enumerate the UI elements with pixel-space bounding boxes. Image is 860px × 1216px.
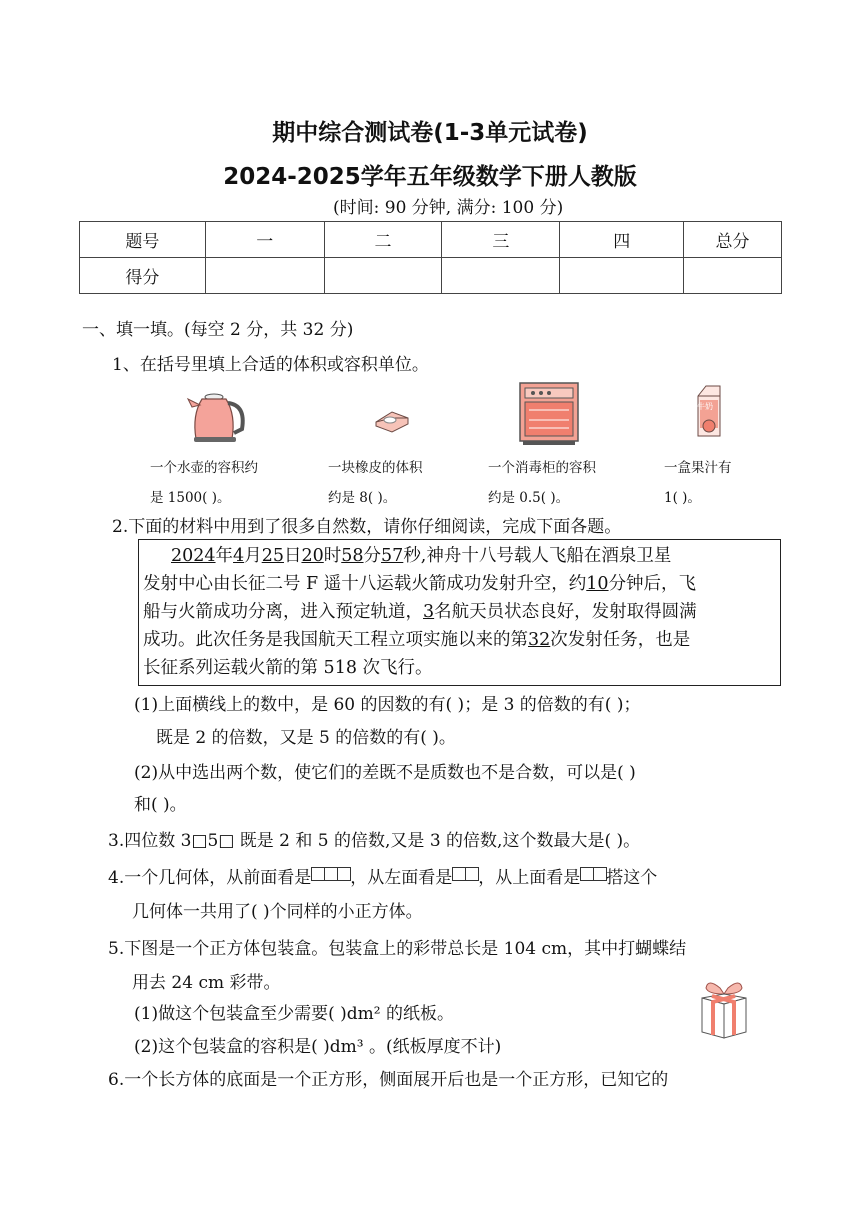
left-view-icon xyxy=(452,867,478,891)
disinfection-cabinet-icon xyxy=(517,380,581,446)
question-5-line-2: 用去 24 cm 彩带。 xyxy=(132,973,281,993)
number-underlined: 20 xyxy=(301,546,324,566)
milk-label: 牛奶 xyxy=(697,402,713,411)
question-5-line-1: 5.下图是一个正方体包装盒。包装盒上的彩带总长是 104 cm，其中打蝴蝶结 xyxy=(108,939,687,959)
number-underlined: 58 xyxy=(341,546,364,566)
score-cell: 二 xyxy=(324,222,442,258)
passage-line-3 xyxy=(143,600,697,624)
score-input-cell[interactable] xyxy=(442,258,560,294)
passage-text: 次发射任务，也是 xyxy=(550,630,691,650)
question-1: 1、在括号里填上合适的体积或容积单位。 xyxy=(112,355,429,375)
question-6: 6.一个长方体的底面是一个正方形，侧面展开后也是一个正方形，已知它的 xyxy=(108,1070,669,1090)
question-4-line-2: 几何体一共用了( )个同样的小正方体。 xyxy=(132,902,423,922)
caption-juice-1: 一盒果汁有 xyxy=(664,460,732,476)
caption-kettle-1: 一个水壶的容积约 xyxy=(150,460,258,476)
kettle-icon xyxy=(186,385,252,445)
score-table-header-row xyxy=(80,222,782,258)
passage-text: 秒,神舟十八号载人飞船在酒泉卫星 xyxy=(403,546,672,566)
score-input-cell[interactable] xyxy=(324,258,442,294)
question-2-sub1-a: (1)上面横线上的数中，是 60 的因数的有( )；是 3 的倍数的有( )； xyxy=(134,695,641,715)
question-2: 2.下面的材料中用到了很多自然数，请你仔细阅读，完成下面各题。 xyxy=(112,517,622,537)
passage-text: 日 xyxy=(283,546,302,566)
number-underlined: 4 xyxy=(233,546,245,566)
caption-cabinet-2: 约是 0.5( )。 xyxy=(488,490,570,506)
number-underlined: 2024 xyxy=(171,546,216,566)
score-table-score-row xyxy=(80,258,782,294)
question-2-sub2-b: 和( )。 xyxy=(134,795,187,815)
number-underlined: 32 xyxy=(528,630,551,650)
passage-line-2 xyxy=(143,572,696,596)
eraser-icon xyxy=(372,408,412,434)
passage-text: 分钟后，飞 xyxy=(608,574,697,594)
question-4-line-1 xyxy=(108,866,657,891)
score-cell: 总分 xyxy=(684,222,782,258)
question-text: 4.一个几何体，从前面看是 xyxy=(108,868,312,888)
question-text: ，从上面看是 xyxy=(478,868,581,888)
caption-juice-2: 1( )。 xyxy=(664,490,701,506)
passage-line-4 xyxy=(143,628,690,652)
number-underlined: 10 xyxy=(586,574,609,594)
front-view-icon xyxy=(311,867,350,891)
score-cell: 一 xyxy=(205,222,324,258)
exam-info: (时间: 90 分钟, 满分: 100 分) xyxy=(333,198,564,218)
question-2-sub1-b: 既是 2 的倍数，又是 5 的倍数的有( )。 xyxy=(156,728,456,748)
question-2-sub2-a: (2)从中选出两个数，使它们的差既不是质数也不是合数，可以是( ) xyxy=(134,763,636,783)
passage-line-5: 长征系列运载火箭的第 518 次飞行。 xyxy=(143,658,433,678)
score-table xyxy=(79,221,782,294)
caption-kettle-2: 是 1500( )。 xyxy=(150,490,231,506)
passage-text: 时 xyxy=(323,546,342,566)
caption-cabinet-1: 一个消毒柜的容积 xyxy=(488,460,596,476)
score-input-cell[interactable] xyxy=(684,258,782,294)
number-underlined: 3 xyxy=(423,602,435,622)
passage-text: 年 xyxy=(215,546,234,566)
caption-eraser-2: 约是 8( )。 xyxy=(328,490,397,506)
score-input-cell[interactable] xyxy=(560,258,684,294)
caption-eraser-1: 一块橡皮的体积 xyxy=(328,460,423,476)
passage-line-1 xyxy=(171,544,671,568)
question-text: 搭这个 xyxy=(606,868,658,888)
page-title: 期中综合测试卷(1-3单元试卷) xyxy=(272,120,588,146)
number-underlined: 25 xyxy=(261,546,284,566)
score-cell: 四 xyxy=(560,222,684,258)
score-cell: 三 xyxy=(442,222,560,258)
section-heading: 一、填一填。(每空 2 分，共 32 分) xyxy=(82,320,354,340)
question-5-sub2: (2)这个包装盒的容积是( )dm³ 。(纸板厚度不计) xyxy=(134,1037,502,1057)
top-view-icon xyxy=(580,867,606,891)
question-3: 3.四位数 3□5□ 既是 2 和 5 的倍数,又是 3 的倍数,这个数最大是( )。 xyxy=(108,831,641,851)
passage-text: 名航天员状态良好，发射取得圆满 xyxy=(434,602,697,622)
question-5-sub1: (1)做这个包装盒至少需要( )dm² 的纸板。 xyxy=(134,1004,454,1024)
passage-text: 分 xyxy=(363,546,382,566)
question-text: ，从左面看是 xyxy=(350,868,453,888)
number-underlined: 57 xyxy=(381,546,404,566)
page-subtitle: 2024-2025学年五年级数学下册人教版 xyxy=(223,164,637,190)
reading-passage xyxy=(138,539,781,686)
gift-box-icon xyxy=(694,978,756,1040)
passage-text: 发射中心由长征二号 F 遥十八运载火箭成功发射升空，约 xyxy=(143,574,587,594)
passage-text: 月 xyxy=(244,546,262,566)
score-input-cell[interactable] xyxy=(205,258,324,294)
score-cell: 得分 xyxy=(80,258,206,294)
score-cell: 题号 xyxy=(80,222,206,258)
passage-text: 成功。此次任务是我国航天工程立项实施以来的第 xyxy=(143,630,528,650)
passage-text: 船与火箭成功分离，进入预定轨道， xyxy=(143,602,423,622)
